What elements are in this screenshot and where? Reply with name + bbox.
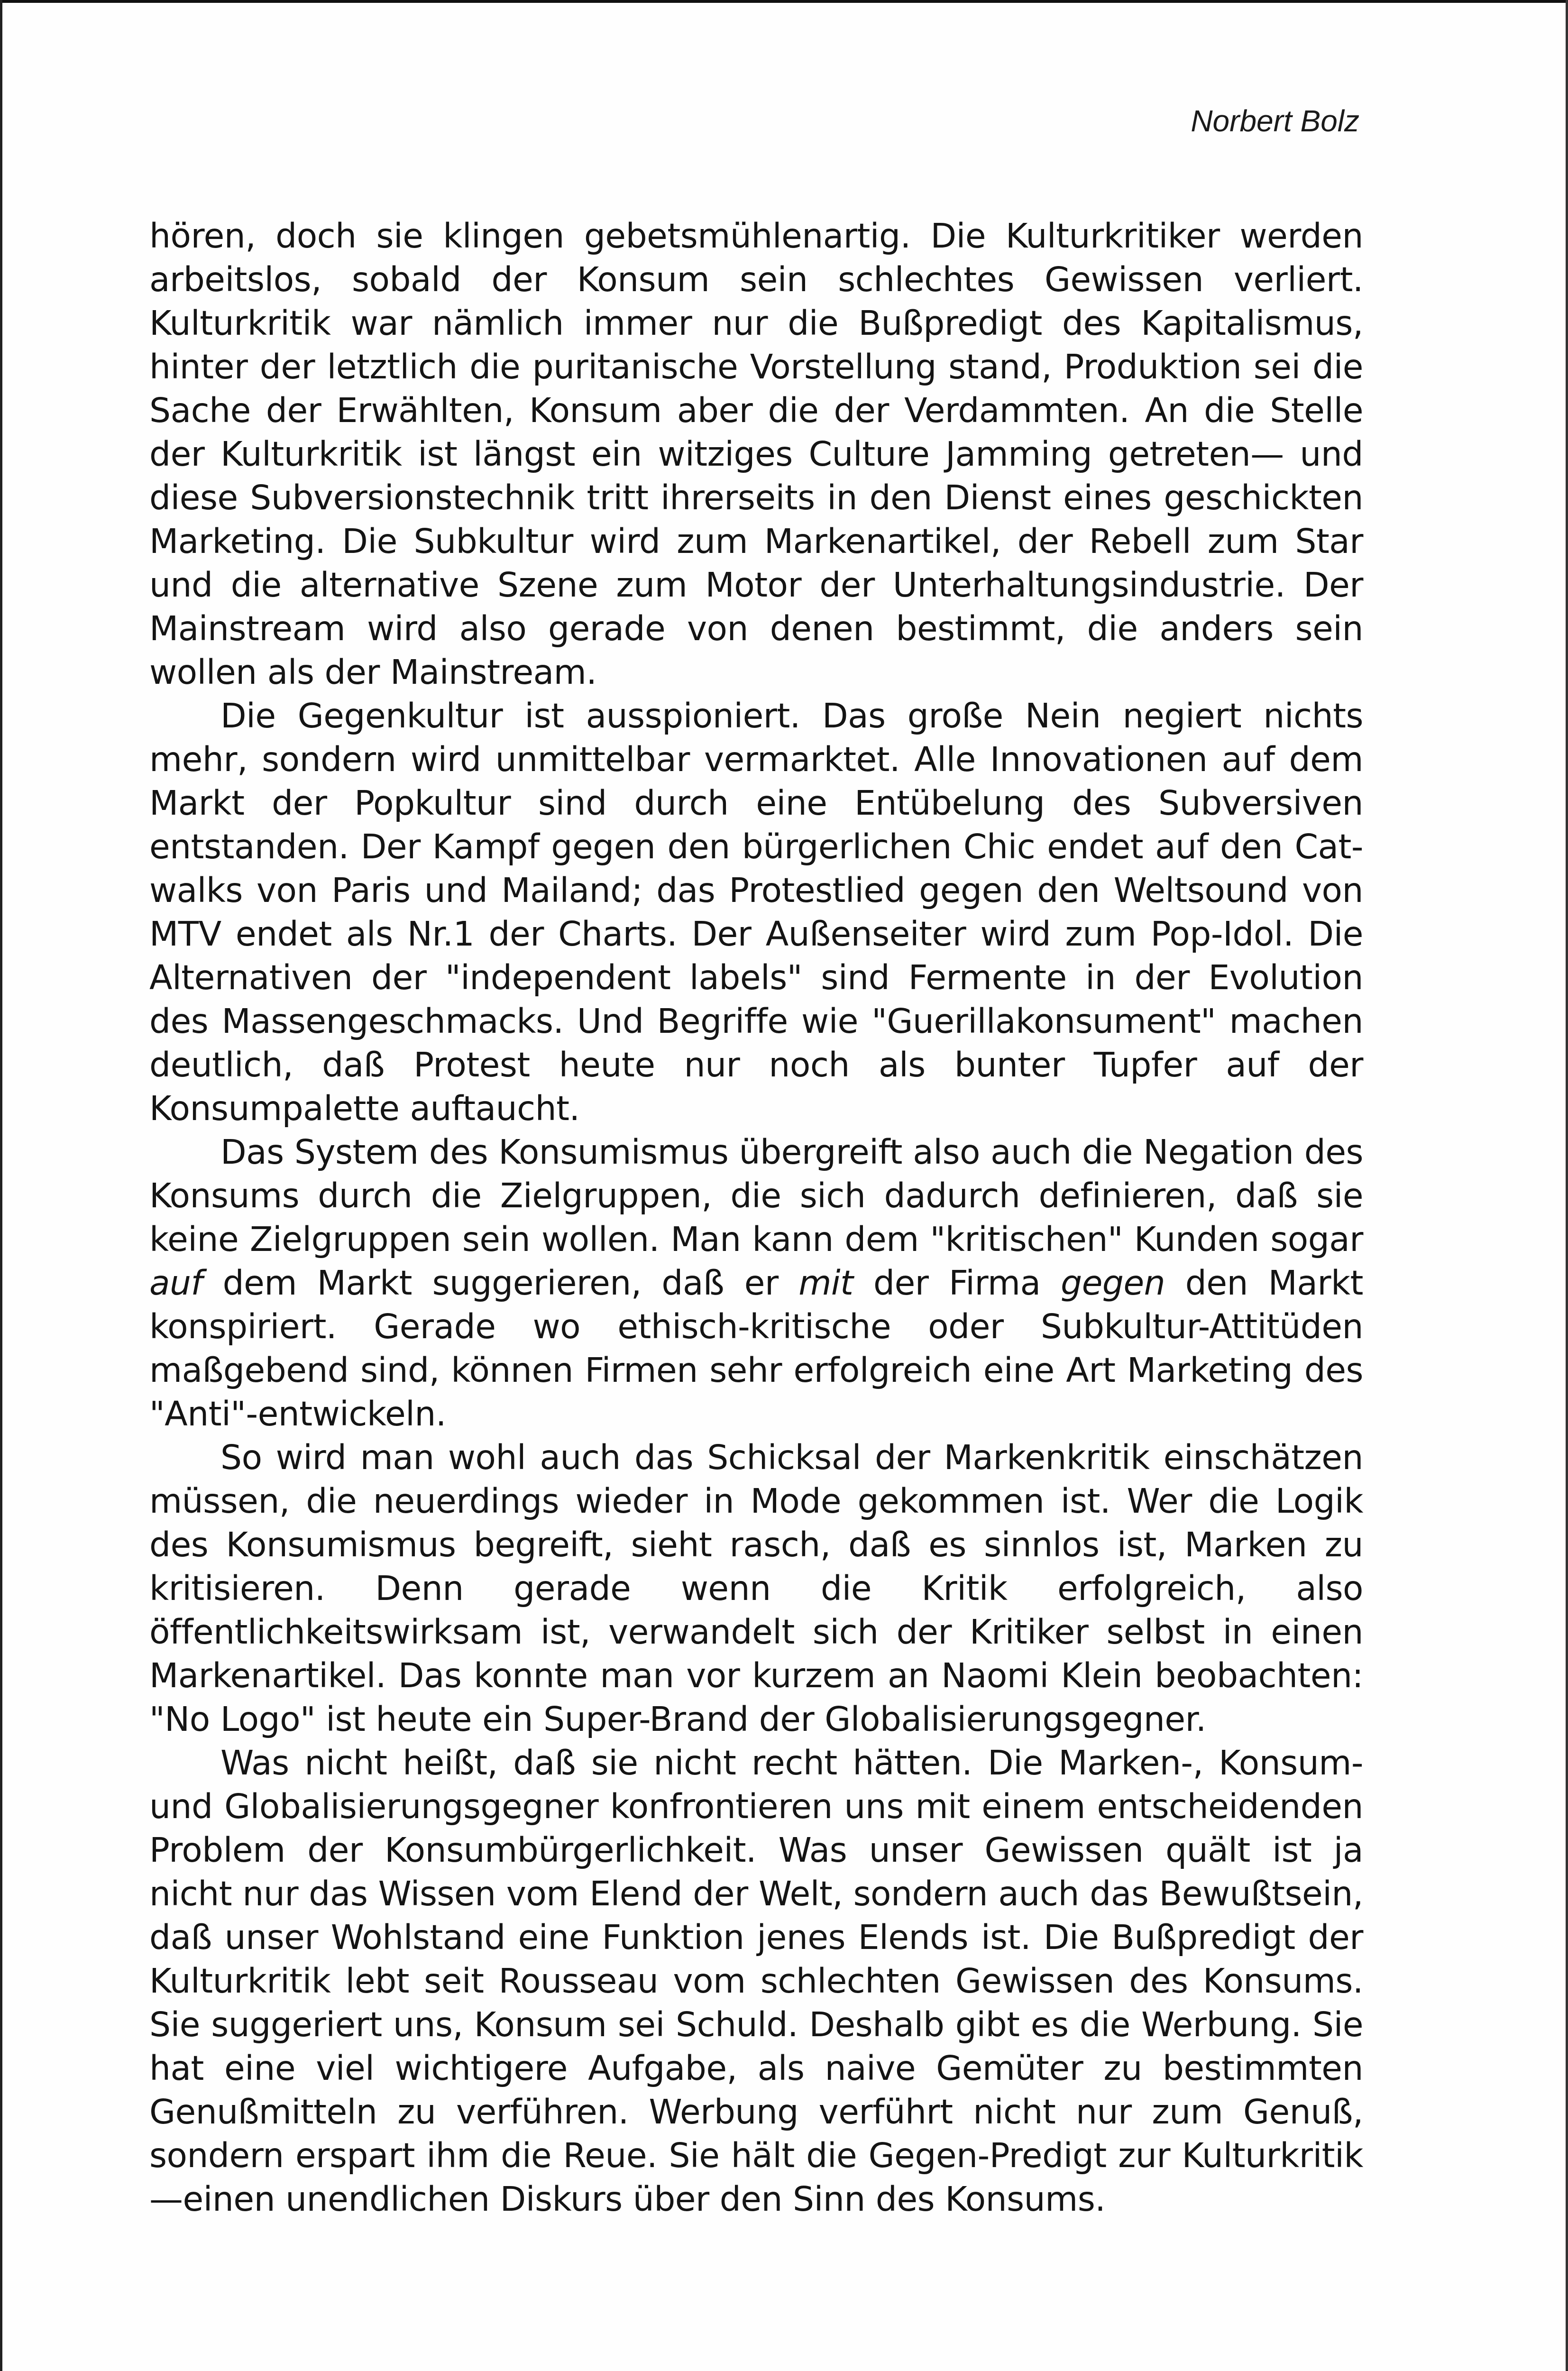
paragraph-4 [149, 1436, 1363, 1741]
emphasis-word: auf [149, 1263, 203, 1303]
paragraph-5 [149, 1741, 1363, 2221]
emphasis-word: mit [798, 1263, 853, 1303]
paragraph-text: Das System des Konsumismus übergreift also auch die Negation des Konsums durch die Zielgruppen, die sich dadurch definieren, daß sie keine Zielgruppen sein wollen. Man kann dem "kritischen" Kunden sogar [149, 1132, 1363, 1259]
paragraph-3 [149, 1130, 1363, 1436]
paragraph-text: hören, doch sie klingen gebetsmühlenartig. Die Kulturkritiker werden arbeitslos, sobald der Konsum sein schlechtes Gewissen verliert. Kulturkritik war nämlich immer nur die Bußpredigt des Kapitalismus, hinter der letztlich die puritanische Vorstellung stand, Produktion sei die Sache der Erwählten, Konsum aber die der Verdammten. An die Stelle der Kulturkritik ist längst ein witziges Culture Jamming getreten— und diese Subversionstechnik tritt ihrerseits in den Dienst eines geschickten Marketing. Die Subkultur wird zum Markenartikel, der Rebell zum Star und die alternative Szene zum Motor der Unterhaltungsindustrie. Der Mainstream wird also gerade von denen bestimmt, die anders sein wollen als der Mainstream. [149, 216, 1363, 692]
paragraph-text: der Firma [853, 1263, 1061, 1303]
paragraph-2 [149, 694, 1363, 1130]
paragraph-1 [149, 214, 1363, 694]
scan-border-right [1566, 0, 1568, 2371]
scan-border-left [0, 0, 2, 2371]
paragraph-text: So wird man wohl auch das Schicksal der Markenkritik einschätzen müssen, die neuerdings wieder in Mode gekommen ist. Wer die Logik des Konsumismus begreift, sieht rasch, daß es sinnlos ist, Marken zu kritisieren. Denn gerade wenn die Kritik erfolgreich, also öffentlichkeitswirksam ist, verwandelt sich der Kritiker selbst in einen Markenartikel. Das konnte man vor kurzem an Naomi Klein beobachten: "No Logo" ist heute ein Super-Brand der Globalisierungsgegner. [149, 1438, 1363, 1739]
paragraph-text: Was nicht heißt, daß sie nicht recht hätten. Die Marken-, Konsum- und Globalisierungsgegner konfrontieren uns mit einem entscheidenden Problem der Konsumbürgerlichkeit. Was unser Gewissen quält ist ja nicht nur das Wissen vom Elend der Welt, sondern auch das Bewußtsein, daß unser Wohlstand eine Funktion jenes Elends ist. Die Bußpredigt der Kulturkritik lebt seit Rousseau vom schlechten Gewissen des Konsums. Sie suggeriert uns, Konsum sei Schuld. Deshalb gibt es die Werbung. Sie hat eine viel wichtigere Aufgabe, als naive Gemüter zu bestimmten Genußmitteln zu verführen. Werbung verführt nicht nur zum Genuß, sondern erspart ihm die Reue. Sie hält die Gegen-Predigt zur Kulturkritik—einen unendlichen Diskurs über den Sinn des Konsums. [149, 1743, 1363, 2219]
paragraph-text: den Markt konspiriert. Gerade wo ethisch-kritische oder Subkultur-Attitüden maßgebend sind, können Firmen sehr erfolgreich eine Art Marketing des "Anti"-entwickeln. [149, 1263, 1363, 1434]
body-text [149, 214, 1363, 2221]
paragraph-text: dem Markt suggerieren, daß er [202, 1263, 799, 1303]
scan-border-top [0, 0, 1568, 3]
emphasis-word: gegen [1061, 1263, 1165, 1303]
paragraph-text: Die Gegenkultur ist ausspioniert. Das große Nein negiert nichts mehr, sondern wird unmittelbar vermarktet. Alle Innovationen auf dem Markt der Popkultur sind durch eine Entübelung des Subversiven entstanden. Der Kampf gegen den bürgerlichen Chic endet auf den Cat-walks von Paris und Mailand; das Protestlied gegen den Weltsound von MTV endet als Nr.1 der Charts. Der Außenseiter wird zum Pop-Idol. Die Alternativen der "independent labels" sind Fermente in der Evolution des Massengeschmacks. Und Begriffe wie "Guerillakonsument" machen deutlich, daß Protest heute nur noch als bunter Tupfer auf der Konsumpalette auftaucht. [149, 696, 1363, 1128]
running-head-author: Norbert Bolz [1191, 104, 1359, 138]
